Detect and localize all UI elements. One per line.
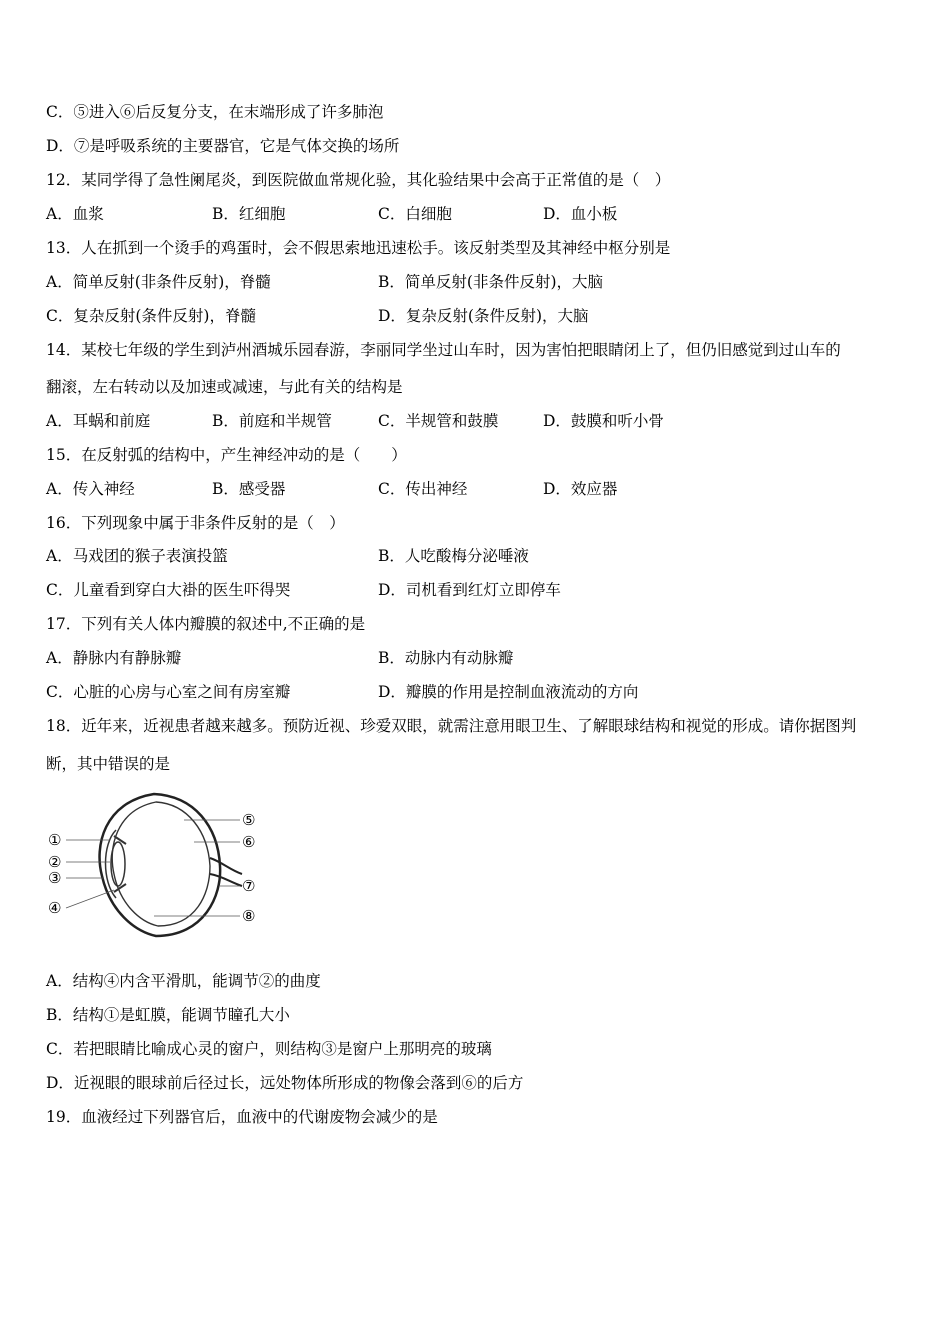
- q12-option-c: C．白细胞: [378, 205, 452, 223]
- eyeball-diagram: [44, 786, 266, 942]
- q14-option-a: A．耳蜗和前庭: [46, 412, 151, 430]
- q15-option-a: A．传入神经: [46, 480, 135, 498]
- q13-option-d: D．复杂反射(条件反射)，大脑: [378, 307, 589, 325]
- q11-option-c: C．⑤进入⑥后反复分支，在末端形成了许多肺泡: [46, 103, 384, 121]
- q15-option-d: D．效应器: [543, 480, 618, 498]
- q16-option-d: D．司机看到红灯立即停车: [378, 581, 561, 599]
- label-1: ①: [48, 831, 62, 849]
- q11-option-d: D．⑦是呼吸系统的主要器官，它是气体交换的场所: [46, 137, 400, 155]
- q14-option-b: B．前庭和半规管: [212, 412, 332, 430]
- q15-option-b: B．感受器: [212, 480, 286, 498]
- label-8: ⑧: [242, 907, 256, 925]
- question-19: 19．血液经过下列器官后，血液中的代谢废物会减少的是: [46, 1108, 438, 1126]
- question-14-line2: 翻滚，左右转动以及加速或减速，与此有关的结构是: [46, 378, 403, 396]
- q17-option-c: C．心脏的心房与心室之间有房室瓣: [46, 683, 291, 701]
- question-12: 12．某同学得了急性阑尾炎，到医院做血常规化验，其化验结果中会高于正常值的是（ ）: [46, 171, 671, 189]
- label-7: ⑦: [242, 877, 256, 895]
- q14-option-c: C．半规管和鼓膜: [378, 412, 499, 430]
- question-17: 17．下列有关人体内瓣膜的叙述中,不正确的是: [46, 615, 366, 633]
- label-3: ③: [48, 869, 62, 887]
- q15-option-c: C．传出神经: [378, 480, 468, 498]
- q13-option-b: B．简单反射(非条件反射)，大脑: [378, 273, 603, 291]
- q13-option-a: A．简单反射(非条件反射)，脊髓: [46, 273, 271, 291]
- q18-option-a: A．结构④内含平滑肌，能调节②的曲度: [46, 972, 321, 990]
- question-16: 16．下列现象中属于非条件反射的是（ ）: [46, 514, 345, 532]
- question-13: 13．人在抓到一个烫手的鸡蛋时，会不假思索地迅速松手。该反射类型及其神经中枢分别是: [46, 239, 671, 257]
- q13-option-c: C．复杂反射(条件反射)，脊髓: [46, 307, 256, 325]
- q12-option-d: D．血小板: [543, 205, 618, 223]
- label-5: ⑤: [242, 811, 256, 829]
- q17-option-a: A．静脉内有静脉瓣: [46, 649, 182, 667]
- question-15: 15．在反射弧的结构中，产生神经冲动的是（ ）: [46, 446, 407, 464]
- q17-option-d: D．瓣膜的作用是控制血液流动的方向: [378, 683, 639, 701]
- q18-option-b: B．结构①是虹膜，能调节瞳孔大小: [46, 1006, 290, 1024]
- label-4: ④: [48, 899, 62, 917]
- label-6: ⑥: [242, 833, 256, 851]
- label-2: ②: [48, 853, 62, 871]
- question-18-line2: 断，其中错误的是: [46, 755, 171, 773]
- q18-option-d: D．近视眼的眼球前后径过长，远处物体所形成的物像会落到⑥的后方: [46, 1074, 524, 1092]
- question-18-line1: 18．近年来，近视患者越来越多。预防近视、珍爱双眼，就需注意用眼卫生、了解眼球结构和视觉的形成。请你据图判: [46, 717, 857, 735]
- question-14-line1: 14．某校七年级的学生到泸州酒城乐园春游，李丽同学坐过山车时，因为害怕把眼睛闭上了，但仍旧感觉到过山车的: [46, 341, 841, 359]
- q16-option-b: B．人吃酸梅分泌唾液: [378, 547, 529, 565]
- q17-option-b: B．动脉内有动脉瓣: [378, 649, 514, 667]
- q14-option-d: D．鼓膜和听小骨: [543, 412, 664, 430]
- q12-option-a: A．血浆: [46, 205, 104, 223]
- q16-option-c: C．儿童看到穿白大褂的医生吓得哭: [46, 581, 291, 599]
- q12-option-b: B．红细胞: [212, 205, 286, 223]
- q18-option-c: C．若把眼睛比喻成心灵的窗户，则结构③是窗户上那明亮的玻璃: [46, 1040, 492, 1058]
- q16-option-a: A．马戏团的猴子表演投篮: [46, 547, 228, 565]
